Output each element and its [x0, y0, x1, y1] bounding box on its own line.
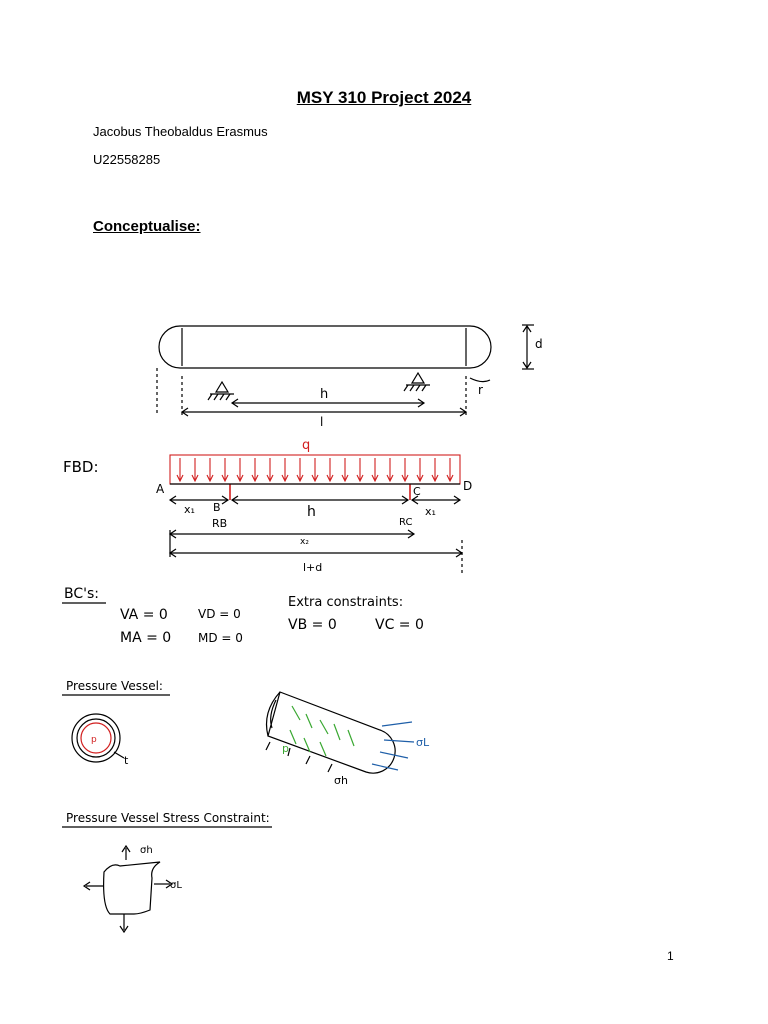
label-sigma-l: σL — [416, 736, 430, 749]
extra-constraints-heading: Extra constraints: — [288, 595, 404, 610]
label-fbd-h: h — [307, 504, 316, 520]
label-p-section: p — [91, 735, 97, 745]
bc-va: VA = 0 — [120, 607, 168, 623]
label-x2: x₂ — [300, 537, 309, 547]
label-h: h — [320, 387, 329, 402]
label-rb: RB — [212, 517, 228, 530]
section-heading: Conceptualise: — [93, 218, 201, 235]
label-x1-left: x₁ — [184, 503, 195, 516]
label-d: d — [535, 337, 543, 351]
vessel-sketch — [157, 325, 534, 416]
bc-vb: VB = 0 — [288, 617, 337, 633]
label-d-point: D — [463, 479, 473, 493]
label-c: C — [413, 485, 421, 498]
document-title: MSY 310 Project 2024 — [296, 88, 472, 107]
label-a: A — [156, 482, 165, 496]
cross-section — [72, 714, 124, 762]
label-x1-right: x₁ — [425, 505, 436, 518]
stress-element — [84, 846, 172, 932]
bc-md: MD = 0 — [198, 631, 243, 645]
student-number: U22558285 — [93, 152, 161, 167]
label-element-sigma-h: σh — [140, 845, 153, 856]
bc-vc: VC = 0 — [375, 617, 424, 633]
label-l: l — [320, 415, 324, 429]
label-p-cylinder: p — [282, 742, 289, 755]
bc-vd: VD = 0 — [198, 607, 241, 621]
label-b: B — [213, 501, 221, 514]
label-q: q — [302, 438, 311, 453]
page-number: 1 — [667, 949, 674, 963]
stress-constraint-heading: Pressure Vessel Stress Constraint: — [66, 811, 270, 825]
label-element-sigma-l: σL — [170, 880, 182, 891]
pressure-vessel-heading: Pressure Vessel: — [66, 679, 163, 693]
bcs-heading: BC's: — [64, 586, 99, 602]
fbd-heading: FBD: — [63, 458, 99, 476]
label-r: r — [478, 383, 483, 397]
cylinder-sketch — [266, 692, 414, 773]
bc-ma: MA = 0 — [120, 630, 172, 646]
label-rc: RC — [399, 517, 413, 528]
label-sigma-h: σh — [334, 774, 348, 787]
author-name: Jacobus Theobaldus Erasmus — [93, 124, 268, 139]
label-t: t — [124, 754, 129, 767]
label-l-plus-d: l+d — [303, 561, 323, 574]
